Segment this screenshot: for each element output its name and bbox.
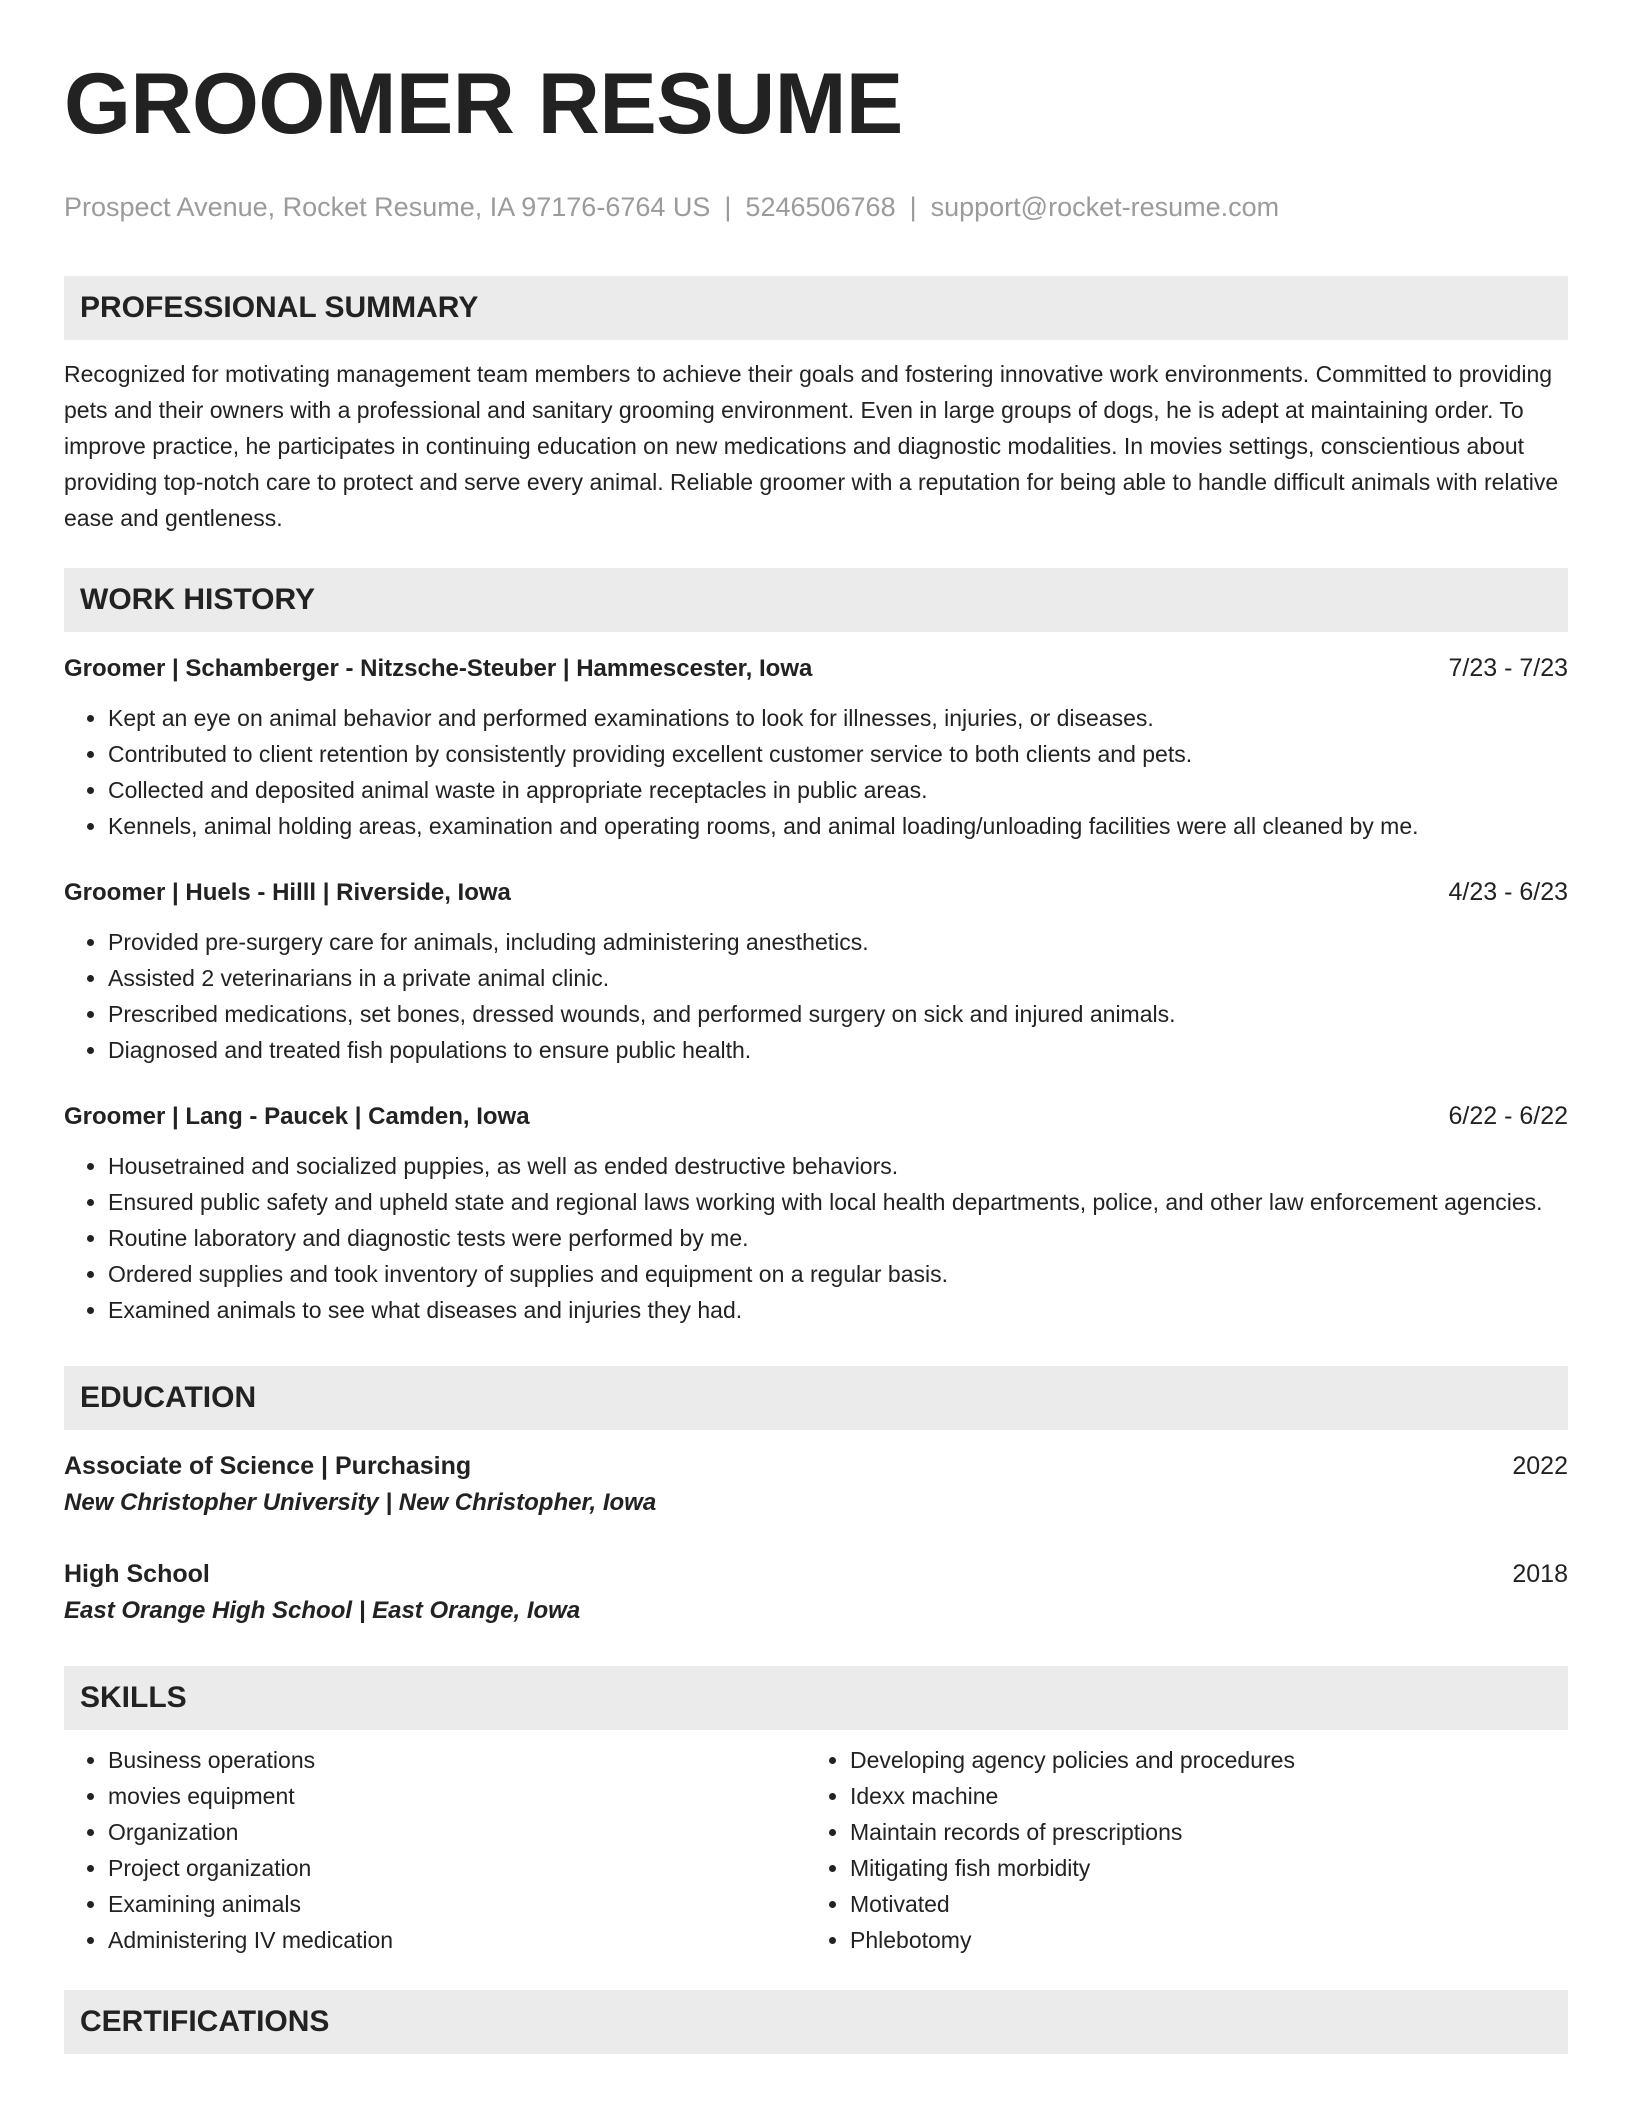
contact-separator: | [909,192,917,222]
resume-title: GROOMER RESUME [64,56,903,152]
skill-item: • Administering IV medication [108,1922,806,1958]
education-year: 2018 [1512,1560,1568,1588]
skills-column-left [64,1742,806,1958]
job-bullet: • Examined animals to see what diseases and injuries they had. [108,1292,1568,1328]
skill-item: • Project organization [108,1850,806,1886]
skill-item: • Maintain records of prescriptions [850,1814,1548,1850]
job-bullet: • Routine laboratory and diagnostic tests were performed by me. [108,1220,1568,1256]
job-title: Groomer | Lang - Paucek | Camden, Iowa [64,1103,530,1130]
job-dates: 6/22 - 6/22 [1448,1102,1568,1130]
job-entry [64,650,1568,844]
education-school: East Orange High School | East Orange, Iowa [64,1597,581,1624]
job-bullet: • Kept an eye on animal behavior and performed examinations to look for illnesses, injuries, or diseases. [108,700,1568,736]
education-degree: High School [64,1560,210,1588]
job-bullet: • Kennels, animal holding areas, examination and operating rooms, and animal loading/unloading facilities were all cleaned by me. [108,808,1568,844]
job-bullet: • Collected and deposited animal waste in appropriate receptacles in public areas. [108,772,1568,808]
education-entry [64,1556,1568,1630]
job-bullet: • Contributed to client retention by consistently providing excellent customer service to both clients and pets. [108,736,1568,772]
skills-column-right [806,1742,1548,1958]
job-heading-row [64,1098,1568,1134]
education-school: New Christopher University | New Christopher, Iowa [64,1489,657,1516]
job-entry [64,1098,1568,1328]
education-entry [64,1448,1568,1522]
education-heading-row [64,1556,1568,1592]
education-heading-row [64,1448,1568,1484]
skill-item: • Idexx machine [850,1778,1548,1814]
contact-separator: | [724,192,732,222]
job-bullets [64,924,1568,1068]
job-heading-row [64,650,1568,686]
contact-phone: 5246506768 [745,192,896,222]
job-bullet: • Assisted 2 veterinarians in a private animal clinic. [108,960,1568,996]
skill-item: • Motivated [850,1886,1548,1922]
job-bullets [64,700,1568,844]
job-bullets [64,1148,1568,1328]
contact-address: Prospect Avenue, Rocket Resume, IA 97176-6764 US [64,192,711,222]
skill-item: • Examining animals [108,1886,806,1922]
job-bullet: • Diagnosed and treated fish populations to ensure public health. [108,1032,1568,1068]
contact-line [64,192,1568,222]
skill-item: • Developing agency policies and procedures [850,1742,1548,1778]
education-year: 2022 [1512,1452,1568,1480]
section-header-education: EDUCATION [64,1366,1568,1430]
job-title: Groomer | Huels - Hilll | Riverside, Iowa [64,879,511,906]
job-entry [64,874,1568,1068]
education-degree: Associate of Science | Purchasing [64,1452,472,1480]
job-bullet: • Housetrained and socialized puppies, as well as ended destructive behaviors. [108,1148,1568,1184]
job-dates: 7/23 - 7/23 [1448,654,1568,682]
contact-email: support@rocket-resume.com [930,192,1280,222]
resume-page [64,0,1568,2054]
job-bullet: • Ordered supplies and took inventory of supplies and equipment on a regular basis. [108,1256,1568,1292]
skill-item: • Business operations [108,1742,806,1778]
skill-item: • Phlebotomy [850,1922,1548,1958]
job-title: Groomer | Schamberger - Nitzsche-Steuber | Hammescester, Iowa [64,655,813,682]
section-header-skills: SKILLS [64,1666,1568,1730]
summary-text: Recognized for motivating management team members to achieve their goals and fostering innovative work environments. Committed to providing pets and their owners with a professional and sanitary grooming environment. Even in large groups of dogs, he is adept at maintaining order. To improve practice, he participates in continuing education on new medications and diagnostic modalities. In movies settings, conscientious about providing top-notch care to protect and serve every animal. Reliable groomer with a reputation for being able to handle difficult animals with relative ease and gentleness. [64,361,1559,531]
section-header-summary: PROFESSIONAL SUMMARY [64,276,1568,340]
skills-grid [64,1742,1568,1958]
skill-item: • Mitigating fish morbidity [850,1850,1548,1886]
skill-item: • movies equipment [108,1778,806,1814]
job-heading-row [64,874,1568,910]
job-dates: 4/23 - 6/23 [1448,878,1568,906]
job-bullet: • Prescribed medications, set bones, dressed wounds, and performed surgery on sick and injured animals. [108,996,1568,1032]
section-header-work-history: WORK HISTORY [64,568,1568,632]
skill-item: • Organization [108,1814,806,1850]
job-bullet: • Ensured public safety and upheld state and regional laws working with local health departments, police, and other law enforcement agencies. [108,1184,1568,1220]
section-header-certifications: CERTIFICATIONS [64,1990,1568,2054]
job-bullet: • Provided pre-surgery care for animals, including administering anesthetics. [108,924,1568,960]
